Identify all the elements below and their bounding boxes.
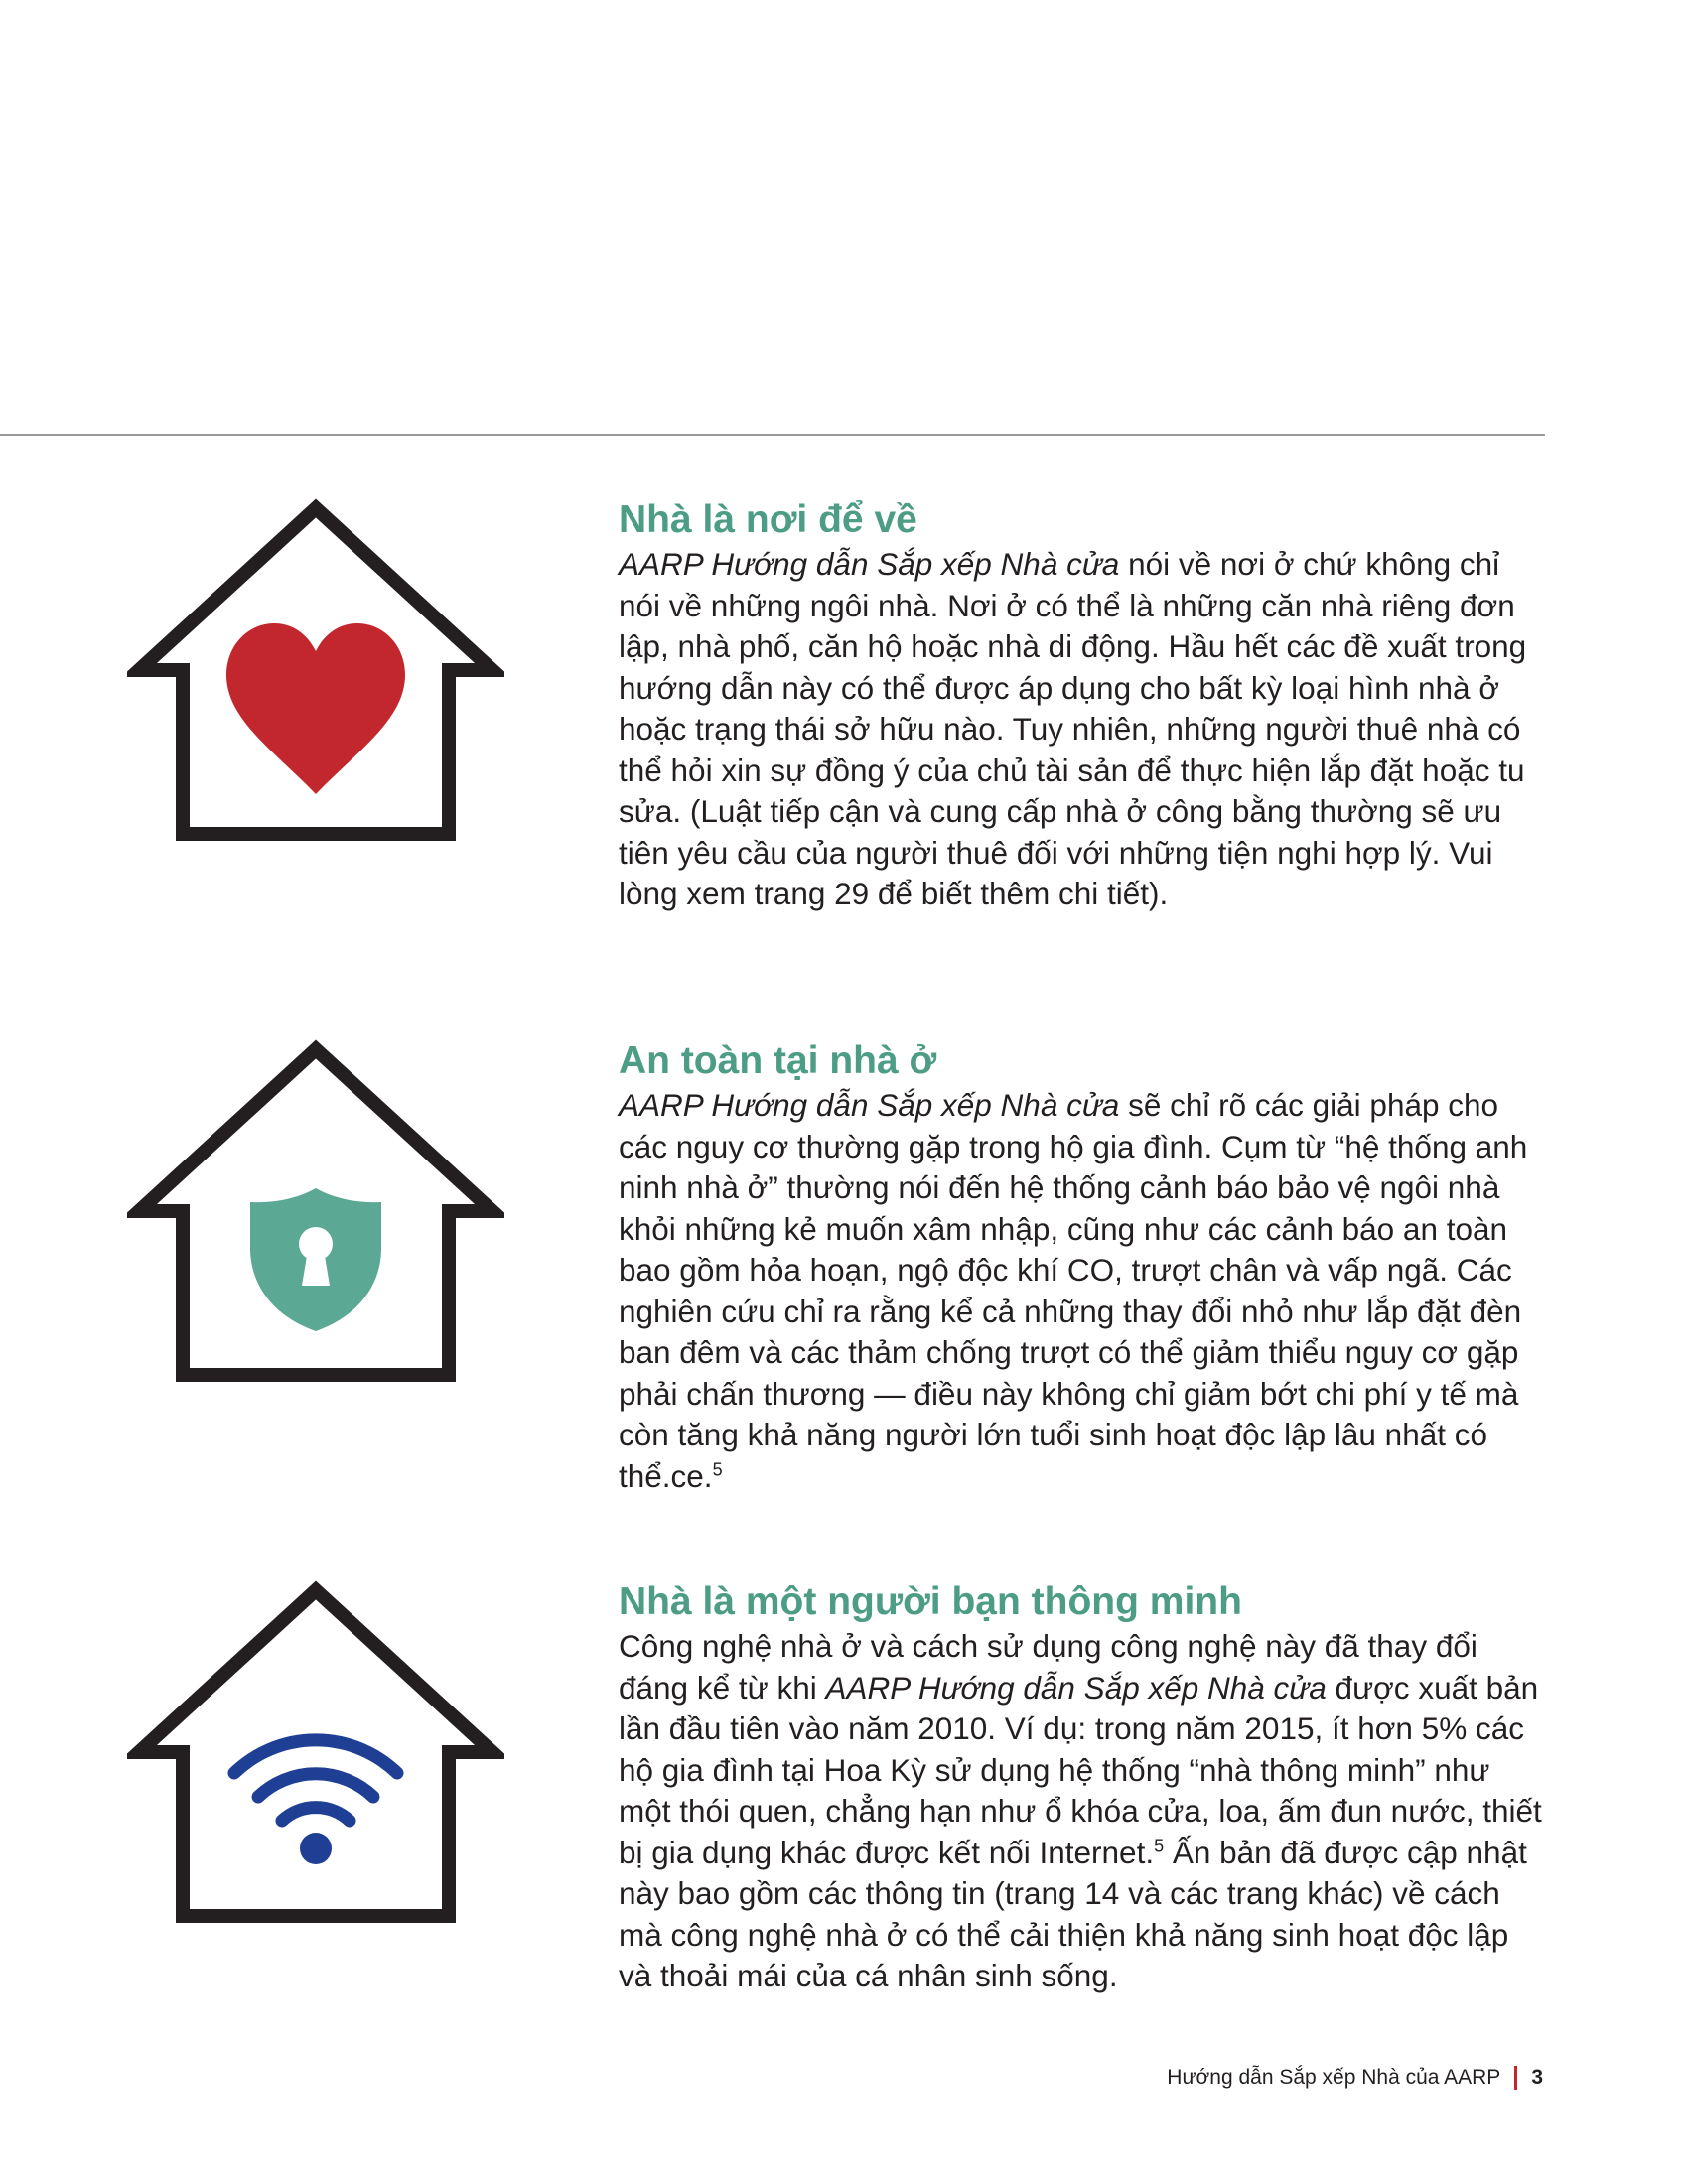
section-text [619,496,1547,915]
guide-title-italic: AARP Hướng dẫn Sắp xếp Nhà cửa [619,1087,1120,1123]
guide-title-italic: AARP Hướng dẫn Sắp xếp Nhà cửa [619,546,1120,582]
body-text: sẽ chỉ rõ các giải pháp cho các nguy cơ thường gặp trong hộ gia đình. Cụm từ “hệ thống anh ninh nhà ở” thường nói đến hệ thống cảnh báo bảo vệ ngôi nhà khỏi những kẻ muốn xâm nhập, cũng như các cảnh báo an toàn bao gồm hỏa hoạn, ngộ độc khí CO, trượt chân và vấp ngã. Các nghiên cứu chỉ ra rằng kể cả những thay đổi nhỏ như lắp đặt đèn ban đêm và các thảm chống trượt có thể giảm thiểu nguy cơ gặp phải chấn thương — điều này không chỉ giảm bớt chi phí y tế mà còn tăng khả năng người lớn tuổi sinh hoạt độc lập lâu nhất có thể.ce. [619,1087,1528,1494]
footnote-marker: 5 [1154,1836,1165,1855]
heart-icon [226,623,405,794]
section-text [619,1578,1547,1997]
body-text: nói về nơi ở chứ không chỉ nói về những ngôi nhà. Nơi ở có thể là những căn nhà riêng đơn lập, nhà phố, căn hộ hoặc nhà di động. Hầu hết các đề xuất trong hướng dẫn này có thể được áp dụng cho bất kỳ loại hình nhà ở hoặc trạng thái sở hữu nào. Tuy nhiên, những người thuê nhà có thể hỏi xin sự đồng ý của chủ tài sản để thực hiện lắp đặt hoặc tu sửa. (Luật tiếp cận và cung cấp nhà ở công bằng thường sẽ ưu tiên yêu cầu của người thuê đối với những tiện nghi hợp lý. Vui lòng xem trang 29 để biết thêm chi tiết). [619,546,1527,911]
page-footer [1167,2063,1543,2093]
section-heading: An toàn tại nhà ở [619,1039,937,1082]
house-wifi-icon [127,1578,504,1936]
horizontal-rule [0,434,1545,436]
footer-title: Hướng dẫn Sắp xếp Nhà của AARP [1167,2066,1501,2089]
footnote-marker: 5 [712,1459,723,1479]
page-number: 3 [1531,2066,1543,2089]
house-heart-icon [127,496,504,854]
section-body [619,544,1547,915]
body-text: được xuất bản lần đầu tiên vào năm 2010. Ví dụ: trong năm 2015, ít hơn 5% các hộ gia đình tại Hoa Kỳ sử dụng hệ thống “nhà thông minh” như một thói quen, chẳng hạn như ổ khóa cửa, loa, ấm đun nước, thiết bị gia dụng khác được kết nối Internet. [619,1669,1542,1870]
shield-icon [250,1188,381,1331]
body-text: Ấn bản đã được cập nhật này bao gồm các thông tin (trang 14 và các trang khác) về cách mà công nghệ nhà ở có thể cải thiện khả năng sinh hoạt độc lập và thoải mái của cá nhân sinh sống. [619,1834,1527,1993]
body-text: Công nghệ nhà ở và cách sử dụng công nghệ này đã thay đổi đáng kể từ khi [619,1628,1477,1706]
footer-separator [1514,2066,1517,2090]
section-heading: Nhà là một người bạn thông minh [619,1580,1242,1623]
section-body [619,1085,1547,1497]
guide-title-italic: AARP Hướng dẫn Sắp xếp Nhà cửa [825,1669,1327,1706]
section-heading: Nhà là nơi để về [619,498,917,541]
section-text [619,1037,1547,1497]
wifi-icon [234,1740,397,1821]
section-body [619,1626,1547,1997]
house-shield-icon [127,1037,504,1395]
